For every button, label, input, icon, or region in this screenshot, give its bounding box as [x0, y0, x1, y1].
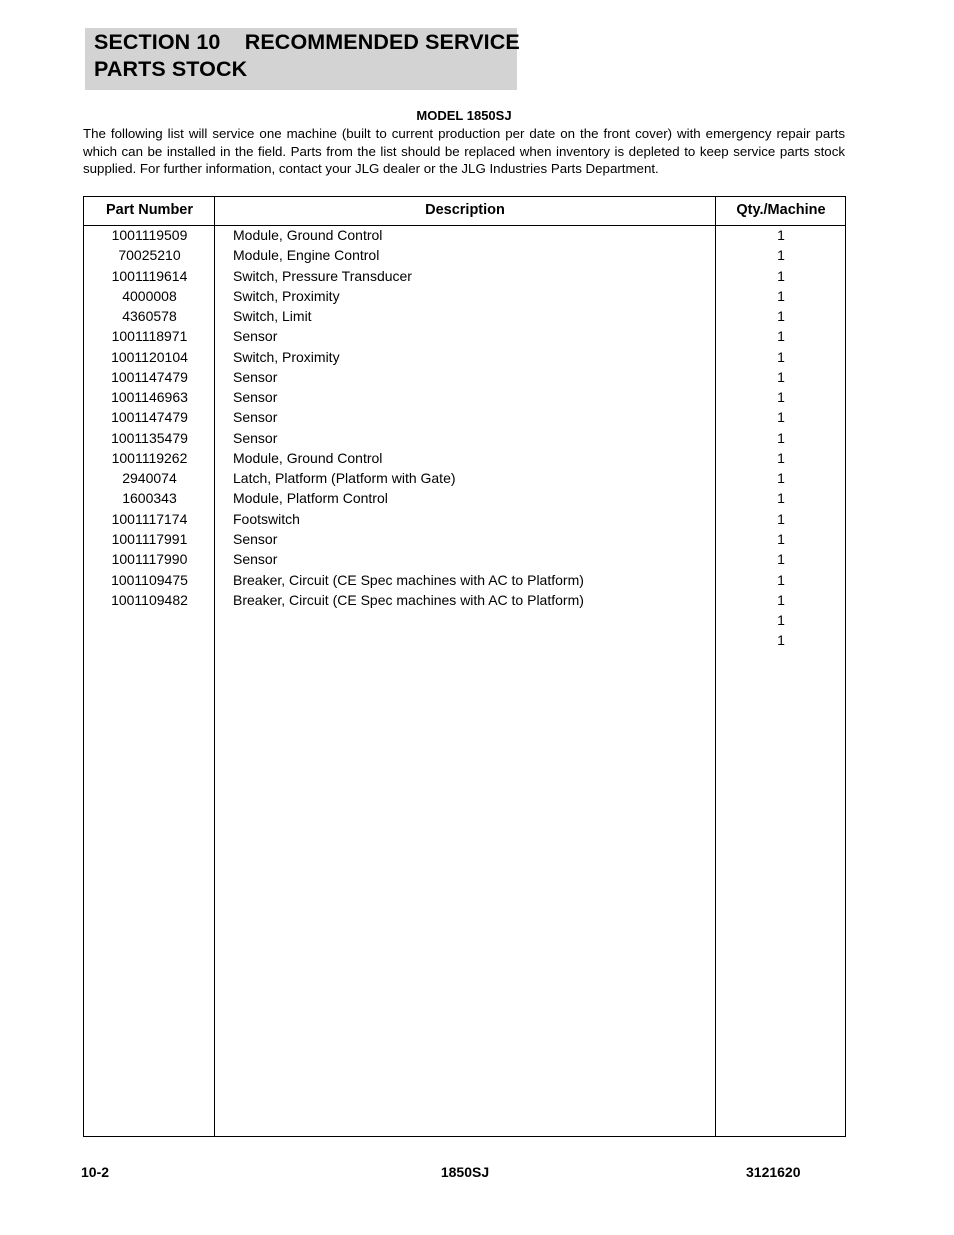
- qty-cell: 1: [777, 227, 785, 243]
- qty-cell: 1: [777, 308, 785, 325]
- table-row: [84, 449, 845, 469]
- table-row: [84, 246, 845, 266]
- qty-cell: 1: [777, 510, 785, 527]
- header-description: Description: [425, 202, 505, 218]
- description-cell: Switch, Proximity: [233, 348, 340, 365]
- description-cell: Sensor: [233, 389, 278, 406]
- table-row: [84, 510, 845, 530]
- table-row: [84, 530, 845, 550]
- section-title-line1: SECTION 10 RECOMMENDED SERVICE: [94, 30, 520, 54]
- qty-cell: 1: [777, 530, 785, 547]
- part-number-cell: 1001120104: [111, 348, 188, 365]
- table-row: [84, 287, 845, 307]
- part-number-cell: 1001117991: [111, 530, 188, 547]
- section-title-line2: PARTS STOCK: [94, 57, 248, 81]
- table-row: [84, 267, 845, 287]
- table-row: [84, 631, 845, 651]
- qty-cell: 1: [777, 368, 785, 385]
- description-cell: Sensor: [233, 551, 278, 568]
- qty-cell: 1: [777, 591, 785, 608]
- qty-cell: 1: [777, 449, 785, 466]
- description-cell: Module, Ground Control: [233, 227, 383, 243]
- description-cell: Latch, Platform (Platform with Gate): [233, 470, 456, 487]
- description-cell: Switch, Pressure Transducer: [233, 267, 412, 284]
- table-row: [84, 307, 845, 327]
- description-cell: Switch, Proximity: [233, 287, 340, 304]
- part-number-cell: 1001117174: [111, 510, 188, 527]
- part-number-cell: 4360578: [122, 308, 177, 325]
- footer-model: 1850SJ: [440, 1164, 490, 1180]
- qty-cell: 1: [777, 247, 785, 264]
- qty-cell: 1: [777, 409, 785, 426]
- qty-cell: 1: [777, 632, 785, 649]
- description-cell: Module, Engine Control: [233, 247, 380, 264]
- table-row: [84, 550, 845, 570]
- qty-cell: 1: [777, 551, 785, 568]
- qty-cell: 1: [777, 429, 785, 446]
- section-header: [85, 28, 520, 90]
- part-number-cell: 1001109482: [111, 591, 188, 608]
- part-number-cell: 1001119614: [111, 267, 188, 284]
- description-cell: Sensor: [233, 429, 278, 446]
- qty-cell: 1: [777, 287, 785, 304]
- description-cell: Footswitch: [233, 510, 300, 527]
- model-title: MODEL 1850SJ: [416, 108, 512, 123]
- qty-cell: 1: [777, 612, 785, 629]
- table-header-row: [84, 197, 845, 226]
- table-row: [84, 327, 845, 347]
- part-number-cell: 70025210: [118, 247, 181, 264]
- header-qty: Qty./Machine: [736, 202, 826, 218]
- table-row: [84, 226, 845, 246]
- table-row: [84, 388, 845, 408]
- parts-table: [83, 196, 846, 1137]
- table-row: [84, 611, 845, 631]
- description-cell: Sensor: [233, 368, 278, 385]
- description-cell: Module, Platform Control: [233, 490, 388, 507]
- footer-page-number: 10-2: [81, 1164, 110, 1180]
- table-row: [84, 429, 845, 449]
- part-number-cell: 1600343: [122, 490, 177, 507]
- part-number-cell: 2940074: [122, 470, 177, 487]
- description-cell: Breaker, Circuit (CE Spec machines with AC to Platform): [233, 571, 584, 588]
- table-row: [84, 469, 845, 489]
- description-cell: Breaker, Circuit (CE Spec machines with AC to Platform): [233, 591, 584, 608]
- qty-cell: 1: [777, 328, 785, 345]
- part-number-cell: 1001146963: [111, 389, 188, 406]
- table-body: [84, 226, 845, 652]
- part-number-cell: 1001147479: [111, 368, 188, 385]
- table-row: [84, 368, 845, 388]
- part-number-cell: 1001135479: [111, 429, 188, 446]
- description-cell: Sensor: [233, 328, 278, 345]
- part-number-cell: 1001119262: [111, 449, 188, 466]
- part-number-cell: 1001147479: [111, 409, 188, 426]
- part-number-cell: 1001118971: [111, 328, 188, 345]
- table-row: [84, 489, 845, 509]
- qty-cell: 1: [777, 389, 785, 406]
- header-part-number: Part Number: [105, 202, 194, 218]
- part-number-cell: 1001117990: [111, 551, 188, 568]
- part-number-cell: 1001119509: [111, 227, 188, 243]
- table-row: [84, 591, 845, 611]
- qty-cell: 1: [777, 490, 785, 507]
- description-cell: Switch, Limit: [233, 308, 312, 325]
- qty-cell: 1: [777, 571, 785, 588]
- part-number-cell: 4000008: [122, 287, 177, 304]
- intro-paragraph: The following list will service one machine (built to current production per date on the front cover) with emergency repair parts which can be installed in the field. Parts from the list should be replaced when inventory is depleted to keep service parts stock supplied. For further information, contact your JLG dealer or the JLG Industries Parts Department.: [83, 126, 845, 177]
- qty-cell: 1: [777, 267, 785, 284]
- table-row: [84, 408, 845, 428]
- part-number-cell: 1001109475: [111, 571, 188, 588]
- qty-cell: 1: [777, 348, 785, 365]
- table-row: [84, 571, 845, 591]
- description-cell: Sensor: [233, 530, 278, 547]
- description-cell: Module, Ground Control: [233, 449, 383, 466]
- footer-doc-number: 3121620: [746, 1164, 801, 1180]
- table-row: [84, 348, 845, 368]
- description-cell: Sensor: [233, 409, 278, 426]
- qty-cell: 1: [777, 470, 785, 487]
